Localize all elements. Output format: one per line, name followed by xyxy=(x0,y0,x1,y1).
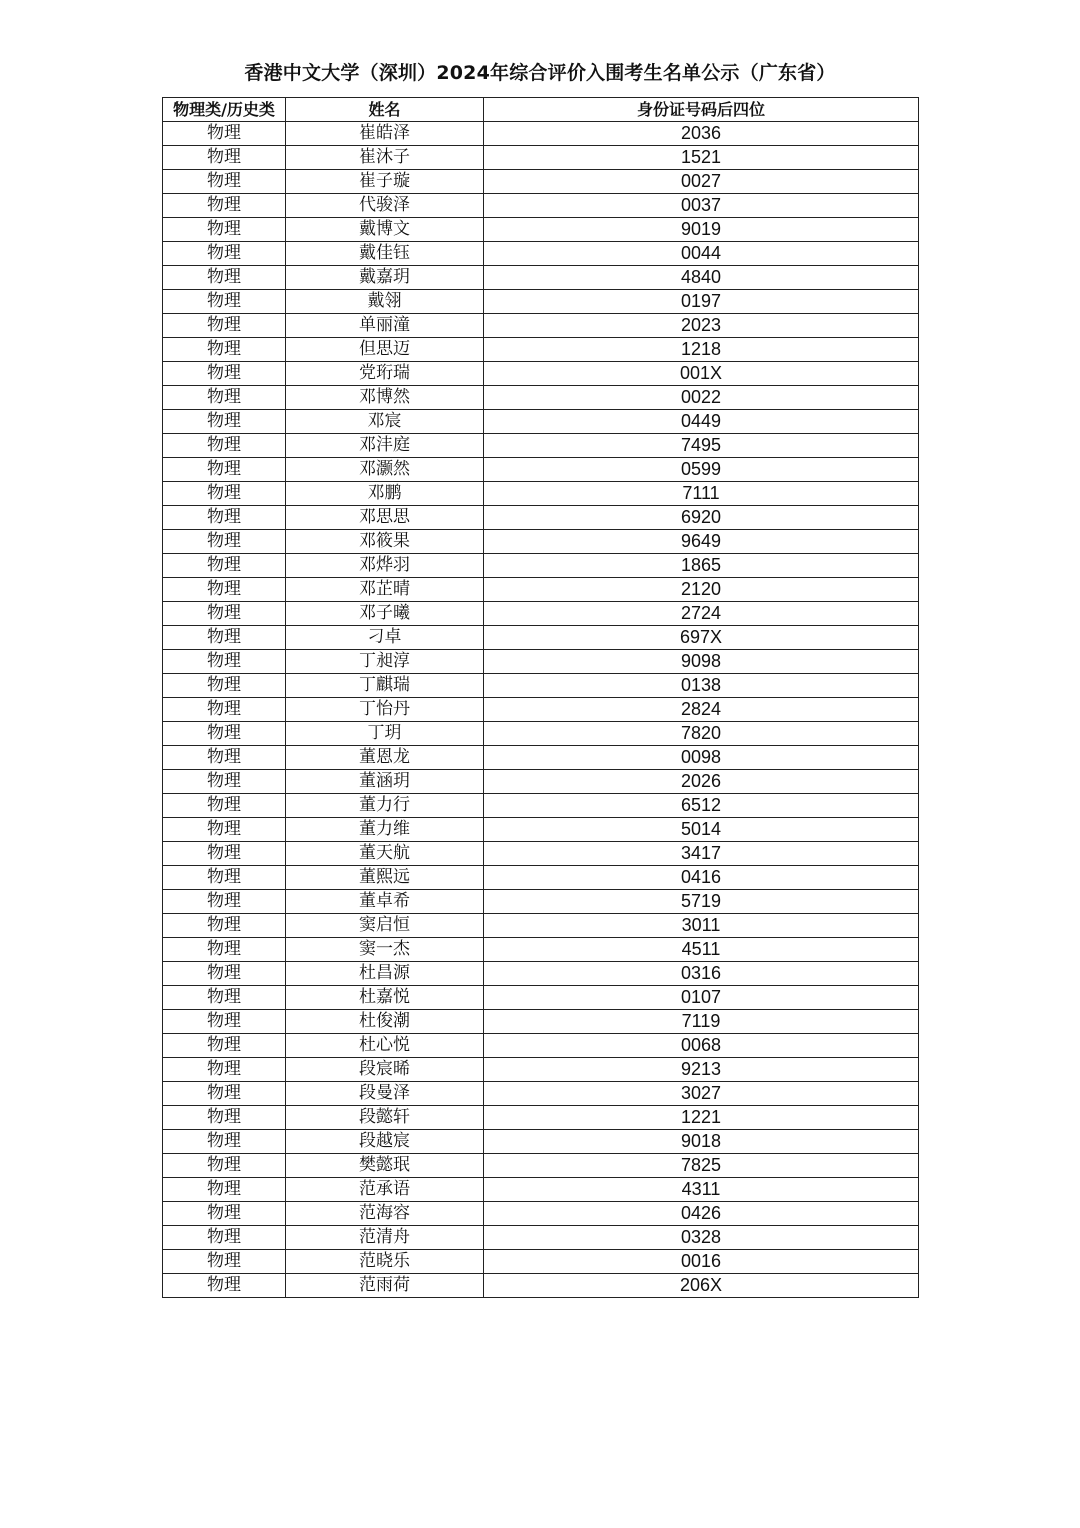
cell-name: 杜昌源 xyxy=(286,962,484,986)
cell-id-last-four: 7825 xyxy=(484,1154,919,1178)
cell-id-last-four: 3027 xyxy=(484,1082,919,1106)
cell-category: 物理 xyxy=(163,482,286,506)
cell-category: 物理 xyxy=(163,842,286,866)
cell-name: 邓思思 xyxy=(286,506,484,530)
cell-name: 邓烨羽 xyxy=(286,554,484,578)
table-row xyxy=(163,122,919,146)
table-row xyxy=(163,146,919,170)
table-row xyxy=(163,1274,919,1298)
cell-id-last-four: 1521 xyxy=(484,146,919,170)
cell-id-last-four: 0022 xyxy=(484,386,919,410)
table-row xyxy=(163,1130,919,1154)
cell-category: 物理 xyxy=(163,818,286,842)
cell-category: 物理 xyxy=(163,1274,286,1298)
cell-name: 段曼泽 xyxy=(286,1082,484,1106)
cell-id-last-four: 1218 xyxy=(484,338,919,362)
cell-name: 范海容 xyxy=(286,1202,484,1226)
cell-name: 窦一杰 xyxy=(286,938,484,962)
table-row xyxy=(163,1010,919,1034)
cell-id-last-four: 7111 xyxy=(484,482,919,506)
cell-name: 邓博然 xyxy=(286,386,484,410)
cell-category: 物理 xyxy=(163,770,286,794)
cell-name: 邓沣庭 xyxy=(286,434,484,458)
table-row xyxy=(163,914,919,938)
table-row xyxy=(163,794,919,818)
cell-name: 戴翎 xyxy=(286,290,484,314)
table-row xyxy=(163,962,919,986)
cell-id-last-four: 0098 xyxy=(484,746,919,770)
cell-id-last-four: 0328 xyxy=(484,1226,919,1250)
cell-id-last-four: 5014 xyxy=(484,818,919,842)
cell-category: 物理 xyxy=(163,746,286,770)
cell-id-last-four: 4511 xyxy=(484,938,919,962)
cell-id-last-four: 3417 xyxy=(484,842,919,866)
cell-category: 物理 xyxy=(163,458,286,482)
cell-id-last-four: 0044 xyxy=(484,242,919,266)
cell-id-last-four: 9213 xyxy=(484,1058,919,1082)
table-row xyxy=(163,866,919,890)
cell-id-last-four: 0416 xyxy=(484,866,919,890)
table-row xyxy=(163,506,919,530)
cell-category: 物理 xyxy=(163,866,286,890)
header-id-last-four: 身份证号码后四位 xyxy=(484,98,919,122)
table-row xyxy=(163,1058,919,1082)
cell-category: 物理 xyxy=(163,722,286,746)
cell-category: 物理 xyxy=(163,1130,286,1154)
table-row xyxy=(163,338,919,362)
table-row xyxy=(163,626,919,650)
cell-category: 物理 xyxy=(163,242,286,266)
table-row xyxy=(163,578,919,602)
cell-id-last-four: 697X xyxy=(484,626,919,650)
table-row xyxy=(163,1082,919,1106)
cell-id-last-four: 0197 xyxy=(484,290,919,314)
cell-id-last-four: 206X xyxy=(484,1274,919,1298)
cell-id-last-four: 4311 xyxy=(484,1178,919,1202)
cell-name: 戴佳钰 xyxy=(286,242,484,266)
cell-name: 杜俊潮 xyxy=(286,1010,484,1034)
table-row xyxy=(163,698,919,722)
cell-id-last-four: 1865 xyxy=(484,554,919,578)
page-title: 香港中文大学（深圳）2024年综合评价入围考生名单公示（广东省） xyxy=(244,62,836,84)
cell-name: 董恩龙 xyxy=(286,746,484,770)
cell-name: 董天航 xyxy=(286,842,484,866)
table-row xyxy=(163,314,919,338)
cell-id-last-four: 2036 xyxy=(484,122,919,146)
cell-id-last-four: 0068 xyxy=(484,1034,919,1058)
cell-category: 物理 xyxy=(163,362,286,386)
cell-id-last-four: 0599 xyxy=(484,458,919,482)
table-row xyxy=(163,410,919,434)
cell-name: 杜嘉悦 xyxy=(286,986,484,1010)
cell-id-last-four: 7495 xyxy=(484,434,919,458)
cell-name: 董熙远 xyxy=(286,866,484,890)
table-row xyxy=(163,746,919,770)
cell-category: 物理 xyxy=(163,1250,286,1274)
table-row xyxy=(163,194,919,218)
cell-id-last-four: 2724 xyxy=(484,602,919,626)
cell-category: 物理 xyxy=(163,698,286,722)
table-row xyxy=(163,530,919,554)
cell-category: 物理 xyxy=(163,914,286,938)
cell-category: 物理 xyxy=(163,506,286,530)
table-row xyxy=(163,1154,919,1178)
cell-category: 物理 xyxy=(163,290,286,314)
cell-name: 崔子璇 xyxy=(286,170,484,194)
cell-name: 樊懿珉 xyxy=(286,1154,484,1178)
cell-id-last-four: 0449 xyxy=(484,410,919,434)
cell-id-last-four: 9649 xyxy=(484,530,919,554)
table-row xyxy=(163,986,919,1010)
cell-name: 段越宸 xyxy=(286,1130,484,1154)
cell-name: 邓子曦 xyxy=(286,602,484,626)
table-row xyxy=(163,1250,919,1274)
cell-id-last-four: 0037 xyxy=(484,194,919,218)
cell-id-last-four: 1221 xyxy=(484,1106,919,1130)
cell-name: 段懿轩 xyxy=(286,1106,484,1130)
cell-id-last-four: 0426 xyxy=(484,1202,919,1226)
table-row xyxy=(163,386,919,410)
table-row xyxy=(163,218,919,242)
cell-name: 崔皓泽 xyxy=(286,122,484,146)
table-row xyxy=(163,602,919,626)
cell-name: 丁怡丹 xyxy=(286,698,484,722)
cell-id-last-four: 2824 xyxy=(484,698,919,722)
header-name: 姓名 xyxy=(286,98,484,122)
cell-category: 物理 xyxy=(163,938,286,962)
cell-name: 窦启恒 xyxy=(286,914,484,938)
cell-id-last-four: 6512 xyxy=(484,794,919,818)
cell-category: 物理 xyxy=(163,314,286,338)
cell-name: 崔沐子 xyxy=(286,146,484,170)
cell-id-last-four: 6920 xyxy=(484,506,919,530)
cell-category: 物理 xyxy=(163,170,286,194)
cell-id-last-four: 0138 xyxy=(484,674,919,698)
table-row xyxy=(163,674,919,698)
table-row xyxy=(163,650,919,674)
cell-category: 物理 xyxy=(163,794,286,818)
cell-category: 物理 xyxy=(163,962,286,986)
cell-category: 物理 xyxy=(163,434,286,458)
table-row xyxy=(163,938,919,962)
cell-category: 物理 xyxy=(163,530,286,554)
cell-id-last-four: 0107 xyxy=(484,986,919,1010)
table-row xyxy=(163,818,919,842)
cell-category: 物理 xyxy=(163,122,286,146)
cell-category: 物理 xyxy=(163,1058,286,1082)
cell-category: 物理 xyxy=(163,146,286,170)
cell-category: 物理 xyxy=(163,1226,286,1250)
cell-category: 物理 xyxy=(163,626,286,650)
header-category: 物理类/历史类 xyxy=(163,98,286,122)
cell-name: 党珩瑞 xyxy=(286,362,484,386)
cell-category: 物理 xyxy=(163,338,286,362)
cell-id-last-four: 0316 xyxy=(484,962,919,986)
cell-name: 董力行 xyxy=(286,794,484,818)
table-row xyxy=(163,458,919,482)
cell-name: 董卓希 xyxy=(286,890,484,914)
cell-category: 物理 xyxy=(163,1082,286,1106)
table-row xyxy=(163,1202,919,1226)
cell-name: 范雨荷 xyxy=(286,1274,484,1298)
cell-category: 物理 xyxy=(163,1106,286,1130)
table-row xyxy=(163,842,919,866)
table-row xyxy=(163,1106,919,1130)
cell-id-last-four: 9018 xyxy=(484,1130,919,1154)
cell-category: 物理 xyxy=(163,554,286,578)
cell-name: 邓筱果 xyxy=(286,530,484,554)
roster-table xyxy=(162,97,919,1298)
cell-id-last-four: 3011 xyxy=(484,914,919,938)
cell-id-last-four: 001X xyxy=(484,362,919,386)
cell-name: 邓芷晴 xyxy=(286,578,484,602)
table-row xyxy=(163,554,919,578)
cell-category: 物理 xyxy=(163,410,286,434)
cell-category: 物理 xyxy=(163,650,286,674)
cell-id-last-four: 2120 xyxy=(484,578,919,602)
cell-name: 但思迈 xyxy=(286,338,484,362)
cell-category: 物理 xyxy=(163,194,286,218)
table-row xyxy=(163,1034,919,1058)
cell-name: 范晓乐 xyxy=(286,1250,484,1274)
cell-id-last-four: 7119 xyxy=(484,1010,919,1034)
table-row xyxy=(163,722,919,746)
table-row xyxy=(163,770,919,794)
cell-category: 物理 xyxy=(163,386,286,410)
cell-category: 物理 xyxy=(163,674,286,698)
cell-id-last-four: 0027 xyxy=(484,170,919,194)
cell-name: 戴博文 xyxy=(286,218,484,242)
table-row xyxy=(163,266,919,290)
table-row xyxy=(163,890,919,914)
table-header-row xyxy=(163,98,919,122)
table-row xyxy=(163,290,919,314)
table-row xyxy=(163,482,919,506)
table-row xyxy=(163,1226,919,1250)
cell-name: 邓鹏 xyxy=(286,482,484,506)
table-row xyxy=(163,362,919,386)
cell-name: 代骏泽 xyxy=(286,194,484,218)
cell-id-last-four: 2023 xyxy=(484,314,919,338)
cell-category: 物理 xyxy=(163,890,286,914)
cell-name: 丁麒瑞 xyxy=(286,674,484,698)
roster-body xyxy=(163,122,919,1298)
cell-name: 邓灏然 xyxy=(286,458,484,482)
table-row xyxy=(163,242,919,266)
cell-category: 物理 xyxy=(163,1010,286,1034)
cell-category: 物理 xyxy=(163,1202,286,1226)
cell-id-last-four: 2026 xyxy=(484,770,919,794)
cell-category: 物理 xyxy=(163,602,286,626)
cell-name: 范承语 xyxy=(286,1178,484,1202)
cell-category: 物理 xyxy=(163,986,286,1010)
cell-category: 物理 xyxy=(163,218,286,242)
cell-name: 邓宸 xyxy=(286,410,484,434)
cell-id-last-four: 9019 xyxy=(484,218,919,242)
cell-category: 物理 xyxy=(163,266,286,290)
table-row xyxy=(163,170,919,194)
cell-id-last-four: 7820 xyxy=(484,722,919,746)
cell-category: 物理 xyxy=(163,1178,286,1202)
table-row xyxy=(163,1178,919,1202)
cell-id-last-four: 4840 xyxy=(484,266,919,290)
cell-category: 物理 xyxy=(163,1154,286,1178)
cell-id-last-four: 5719 xyxy=(484,890,919,914)
cell-name: 董涵玥 xyxy=(286,770,484,794)
cell-category: 物理 xyxy=(163,578,286,602)
cell-name: 丁昶淳 xyxy=(286,650,484,674)
cell-name: 单丽潼 xyxy=(286,314,484,338)
cell-name: 戴嘉玥 xyxy=(286,266,484,290)
table-row xyxy=(163,434,919,458)
cell-id-last-four: 0016 xyxy=(484,1250,919,1274)
cell-category: 物理 xyxy=(163,1034,286,1058)
cell-name: 刁卓 xyxy=(286,626,484,650)
cell-name: 杜心悦 xyxy=(286,1034,484,1058)
cell-name: 董力维 xyxy=(286,818,484,842)
cell-name: 丁玥 xyxy=(286,722,484,746)
cell-name: 范清舟 xyxy=(286,1226,484,1250)
cell-id-last-four: 9098 xyxy=(484,650,919,674)
cell-name: 段宸晞 xyxy=(286,1058,484,1082)
